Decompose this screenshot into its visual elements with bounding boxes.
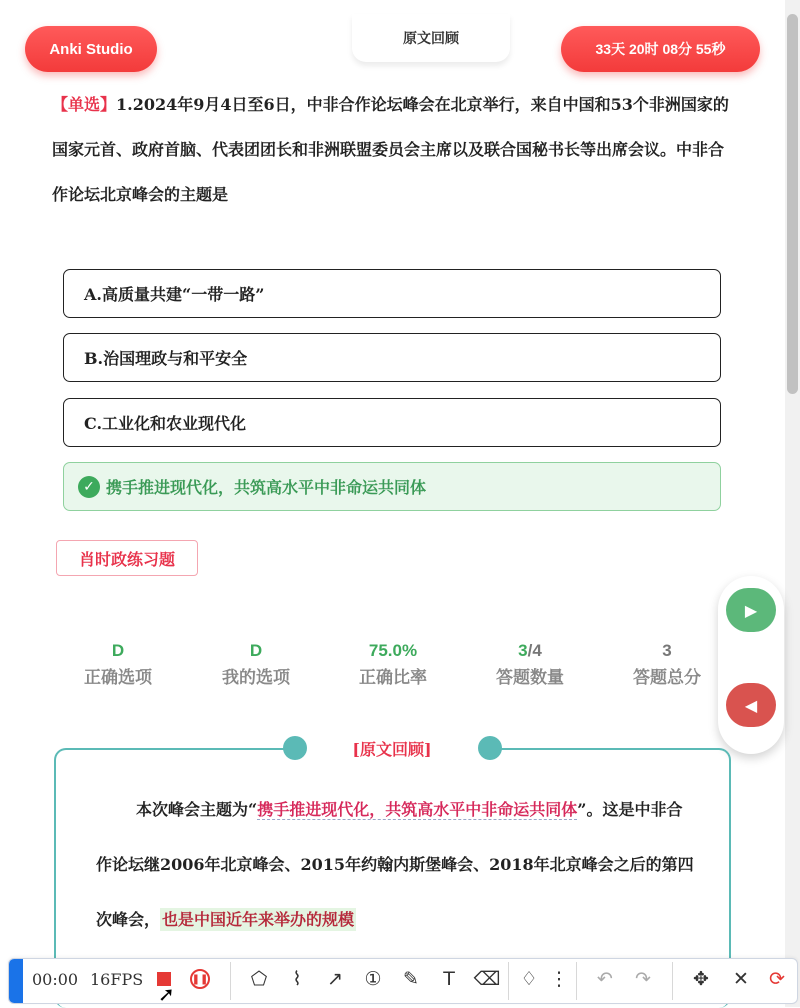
decor-dot-left	[283, 736, 307, 760]
next-button[interactable]	[726, 588, 776, 632]
review-text: 本次峰会主题为“携手推进现代化，共筑高水平中非命运共同体”。这是中非合作论坛继2006年北京峰会、2015年约翰内斯堡峰会、2018年北京峰会之后的第四次峰会， 也是中国近年来举办的规模	[96, 800, 694, 929]
question-type-tag: 【单选】	[52, 95, 117, 114]
review-highlight-theme: 携手推进现代化，共筑高水平中非命运共同体	[257, 800, 578, 819]
number-tool-icon[interactable]: ①	[364, 968, 382, 990]
stat-label: 我的选项	[222, 668, 290, 688]
stat-value: 3/4	[518, 641, 542, 660]
option-d-label: 携手推进现代化，共筑高水平中非命运共同体	[106, 478, 427, 497]
mouse-cursor: ➚	[158, 982, 175, 1006]
restart-record-icon[interactable]: ⟳	[769, 968, 785, 990]
stat-my-option	[206, 641, 306, 688]
recording-time: 00:00	[32, 970, 79, 989]
stat-correct-option	[68, 641, 168, 688]
eraser-tool-icon[interactable]: ⌫	[473, 968, 501, 990]
stat-total-score	[617, 641, 717, 688]
option-d-correct[interactable]	[63, 462, 721, 511]
review-title: [原文回顾]	[352, 740, 432, 759]
redo-icon[interactable]: ↷	[635, 968, 651, 990]
question-text	[52, 82, 732, 217]
pen-tool-icon[interactable]: ✎	[403, 968, 419, 990]
play-right-icon: ▶	[744, 600, 758, 620]
brand-button[interactable]: Anki Studio	[25, 26, 157, 72]
stat-label: 答题总分	[633, 668, 701, 688]
source-badge: 肖时政练习题	[56, 540, 198, 576]
move-icon[interactable]: ✥	[693, 968, 709, 990]
decor-dot-right	[478, 736, 502, 760]
question-body: 1.2024年9月4日至6日，中非合作论坛峰会在北京举行，来自中国和53个非洲国家的国家元首、政府首脑、代表团团长和非洲联盟委员会主席以及联合国秘书长等出席会议。中非合作论坛北京峰会的主题是	[52, 95, 729, 204]
pause-icon[interactable]: ❚❚	[190, 969, 210, 989]
stat-value: D	[249, 641, 263, 660]
spotlight-tool-icon[interactable]: ♢	[520, 968, 538, 990]
option-b-label: B.治国理政与和平安全	[84, 349, 248, 368]
close-icon[interactable]: ✕	[733, 968, 749, 990]
option-c[interactable]	[63, 398, 721, 447]
option-c-label: C.工业化和农业现代化	[84, 414, 247, 433]
stat-label: 正确比率	[359, 668, 427, 688]
countdown-timer: 33天 20时 08分 55秒	[561, 26, 760, 72]
review-highlight-green: 也是中国近年来举办的规模	[162, 910, 355, 929]
stat-label: 答题数量	[496, 668, 564, 688]
stat-value: 3	[662, 641, 672, 660]
stat-correct-rate	[343, 641, 443, 688]
option-a-label: A.高质量共建“一带一路”	[84, 285, 265, 304]
prev-button[interactable]	[726, 683, 776, 727]
shape-tool-icon[interactable]: ⬠	[250, 968, 268, 990]
more-options-icon[interactable]: ⋮	[549, 968, 569, 990]
stat-answer-count	[480, 641, 580, 688]
option-b[interactable]	[63, 333, 721, 382]
play-left-icon: ◀	[744, 695, 758, 715]
page-title: 原文回顾	[352, 14, 510, 62]
stat-label: 正确选项	[84, 668, 152, 688]
polyline-tool-icon[interactable]: ⌇	[292, 968, 302, 990]
text-tool-icon[interactable]: T	[443, 968, 455, 990]
recording-fps: 16FPS	[90, 970, 144, 989]
toolbar-drag-handle[interactable]	[9, 959, 23, 1003]
scrollbar-thumb[interactable]	[787, 14, 798, 394]
check-icon: ✓	[78, 476, 100, 498]
stat-value: D	[111, 641, 125, 660]
undo-icon[interactable]: ↶	[597, 968, 613, 990]
stat-value: 75.0%	[368, 641, 418, 660]
option-a[interactable]	[63, 269, 721, 318]
arrow-tool-icon[interactable]: ↗	[327, 968, 343, 990]
